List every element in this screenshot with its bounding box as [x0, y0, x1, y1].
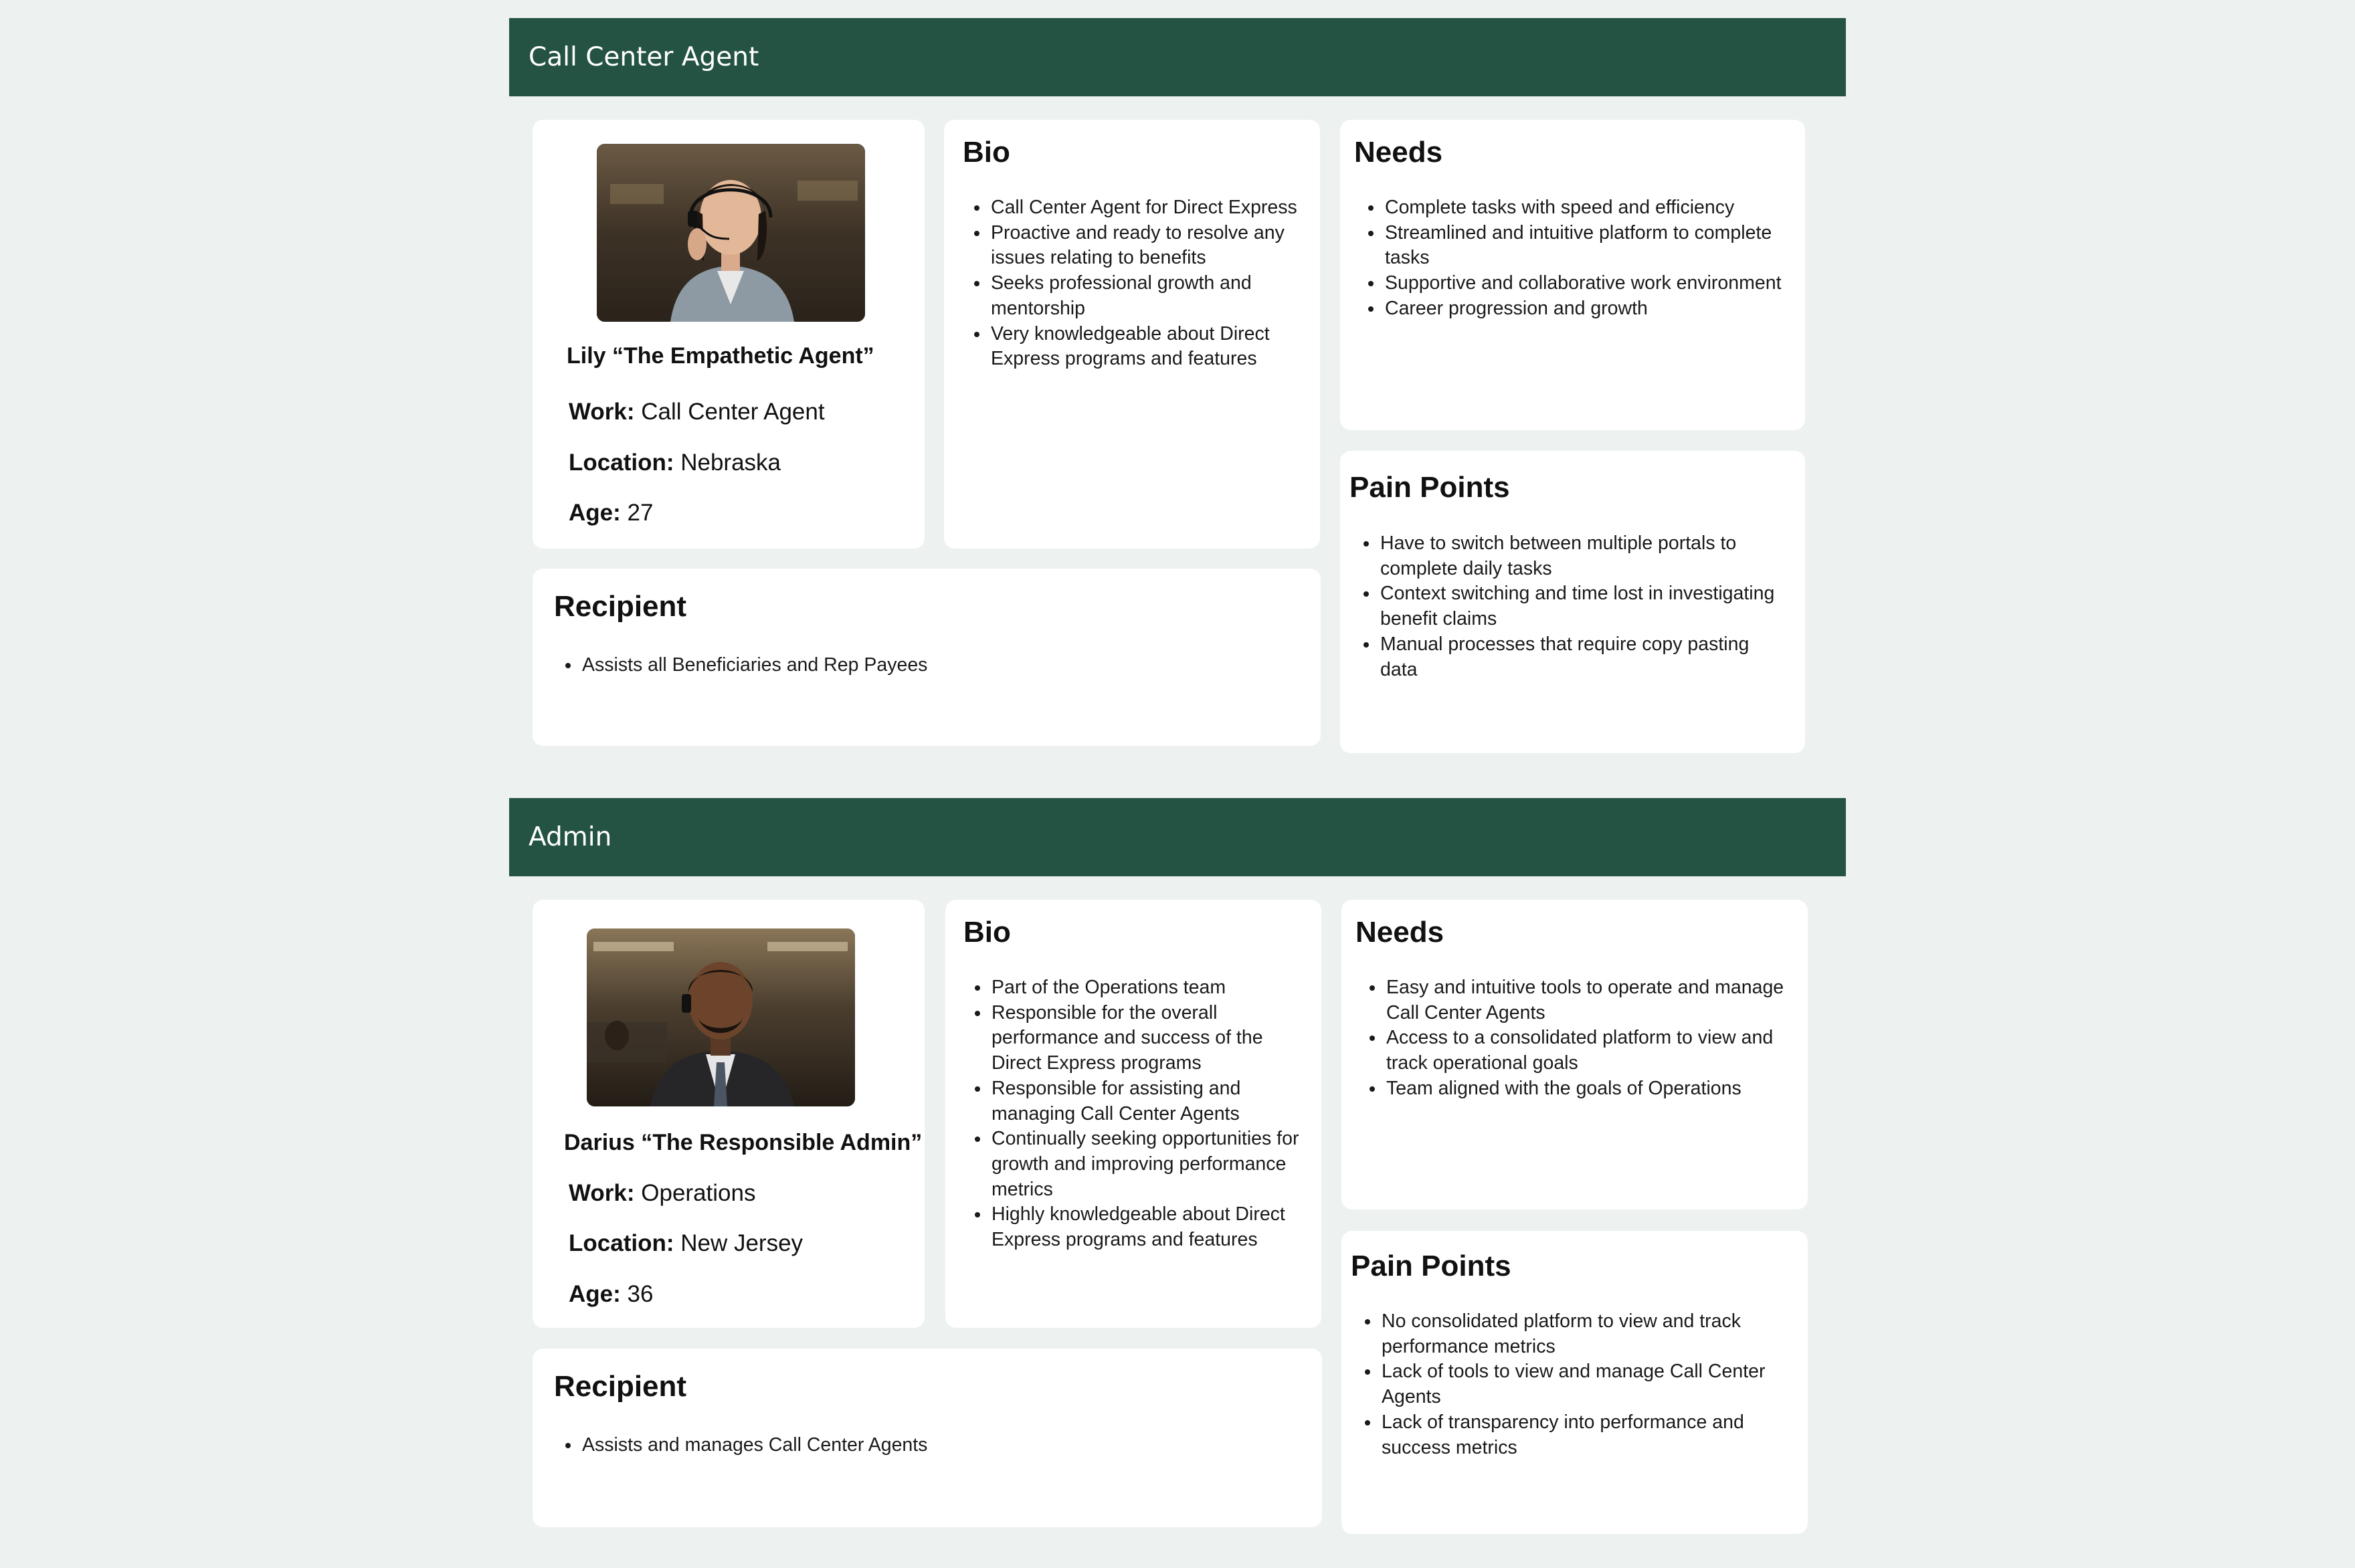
pain-points-card [1340, 451, 1805, 753]
list-item: • Easy and intuitive tools to operate and manage Call Center Agents [1385, 975, 1786, 1025]
section-header-call-center-agent [509, 18, 1846, 96]
profile-card [533, 120, 925, 549]
section-title: Admin [529, 822, 612, 852]
list-item: • Context switching and time lost in investigating benefit claims [1379, 581, 1780, 631]
list-item: • Part of the Operations team [990, 975, 1311, 1001]
bio-list [963, 975, 1311, 1253]
pain-points-title: Pain Points [1349, 471, 1510, 504]
bio-title: Bio [963, 916, 1011, 949]
bio-list [963, 195, 1311, 372]
recipient-card [533, 569, 1321, 746]
pain-points-title: Pain Points [1351, 1250, 1511, 1282]
work-label: Work: [569, 399, 635, 425]
age-field [569, 1281, 653, 1308]
age-value: 36 [627, 1281, 654, 1307]
needs-title: Needs [1354, 136, 1443, 169]
list-item: • Continually seeking opportunities for growth and improving performance metrics [990, 1126, 1311, 1202]
age-label: Age: [569, 500, 621, 526]
avatar [587, 928, 855, 1106]
pain-points-card [1341, 1231, 1808, 1534]
needs-card [1341, 900, 1808, 1209]
location-field [569, 1230, 803, 1257]
age-label: Age: [569, 1281, 621, 1307]
list-item: • Responsible for the overall performance and success of the Direct Express programs [990, 1001, 1311, 1076]
work-label: Work: [569, 1180, 635, 1206]
list-item: • Assists and manages Call Center Agents [581, 1433, 1290, 1458]
profile-card [533, 900, 925, 1328]
list-item: • Seeks professional growth and mentorship [990, 271, 1311, 321]
recipient-card [533, 1349, 1322, 1527]
bio-card [944, 120, 1320, 549]
age-value: 27 [627, 500, 654, 526]
needs-card [1340, 120, 1805, 430]
list-item: • Assists all Beneficiaries and Rep Payees [581, 653, 1290, 678]
persona-name: Darius “The Responsible Admin” [564, 1130, 923, 1155]
list-item: • Career progression and growth [1384, 296, 1785, 322]
bio-title: Bio [963, 136, 1010, 169]
needs-list [1357, 195, 1785, 322]
list-item: • Manual processes that require copy pasting data [1379, 632, 1780, 682]
location-value: New Jersey [680, 1230, 804, 1256]
section-header-admin [509, 798, 1846, 876]
work-field [569, 1180, 755, 1207]
work-field [569, 399, 825, 425]
list-item: • Call Center Agent for Direct Express [990, 195, 1311, 221]
list-item: • Highly knowledgeable about Direct Express programs and features [990, 1202, 1311, 1252]
list-item: • Complete tasks with speed and efficiency [1384, 195, 1785, 221]
list-item: • Lack of transparency into performance and success metrics [1380, 1410, 1782, 1460]
needs-title: Needs [1355, 916, 1444, 949]
list-item: • Supportive and collaborative work environment [1384, 271, 1785, 296]
pain-points-list [1352, 531, 1780, 682]
list-item: • Streamlined and intuitive platform to complete tasks [1384, 221, 1785, 271]
location-value: Nebraska [680, 450, 781, 476]
list-item: • Have to switch between multiple portals to complete daily tasks [1379, 531, 1780, 581]
needs-list [1358, 975, 1786, 1102]
list-item: • Very knowledgeable about Direct Express programs and features [990, 322, 1311, 372]
list-item: • Access to a consolidated platform to view and track operational goals [1385, 1025, 1786, 1076]
persona-name: Lily “The Empathetic Agent” [567, 343, 874, 369]
recipient-list [554, 653, 1290, 678]
age-field [569, 500, 653, 526]
work-value: Operations [641, 1180, 756, 1206]
bio-card [945, 900, 1321, 1328]
location-field [569, 450, 781, 476]
list-item: • Lack of tools to view and manage Call Center Agents [1380, 1359, 1782, 1409]
location-label: Location: [569, 450, 674, 476]
list-item: • Proactive and ready to resolve any issues relating to benefits [990, 221, 1311, 271]
recipient-title: Recipient [554, 590, 687, 623]
recipient-list [554, 1433, 1290, 1458]
list-item: • Responsible for assisting and managing Call Center Agents [990, 1076, 1311, 1126]
location-label: Location: [569, 1230, 674, 1256]
list-item: • Team aligned with the goals of Operations [1385, 1076, 1786, 1102]
section-title: Call Center Agent [529, 42, 759, 72]
list-item: • No consolidated platform to view and track performance metrics [1380, 1309, 1782, 1359]
recipient-title: Recipient [554, 1370, 687, 1403]
avatar [597, 144, 865, 322]
pain-points-list [1353, 1309, 1782, 1460]
work-value: Call Center Agent [641, 399, 825, 425]
